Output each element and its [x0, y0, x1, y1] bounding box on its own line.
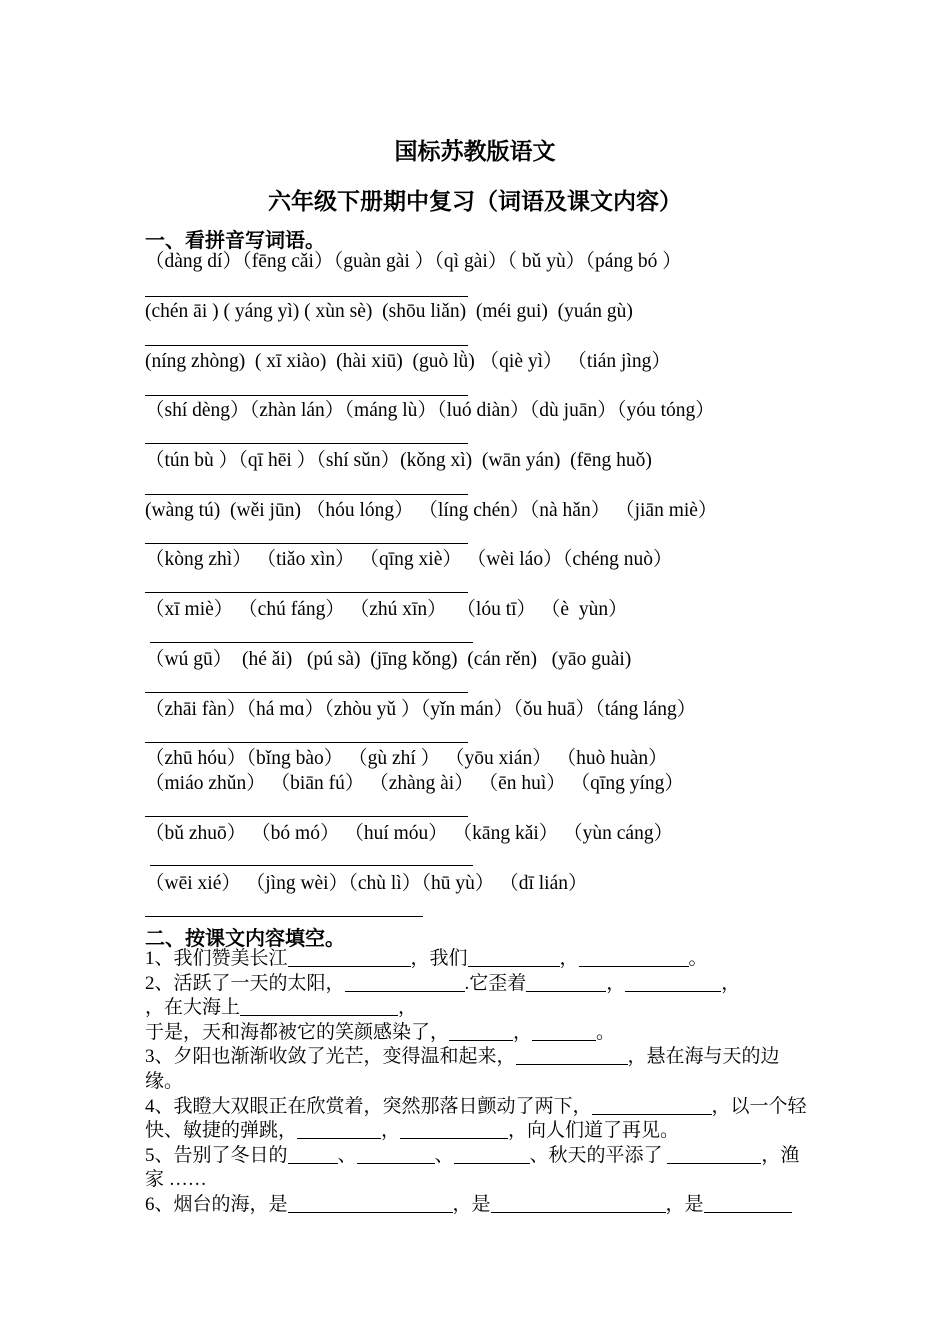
fill-blank[interactable]	[704, 1194, 792, 1213]
answer-line[interactable]	[150, 642, 473, 643]
answer-line[interactable]	[145, 494, 468, 495]
fill-blank[interactable]	[625, 973, 721, 992]
answer-line[interactable]	[150, 865, 473, 866]
fill-blank[interactable]	[240, 997, 398, 1016]
question-2-cont: ，在大海上 ，	[145, 997, 418, 1019]
pinyin-line: （miáo zhǔn） （biān fú） （zhàng ài） （ēn huì） （qīng yíng）	[145, 773, 684, 794]
fill-blank[interactable]	[667, 1145, 761, 1164]
fill-blank[interactable]	[400, 1120, 508, 1139]
fill-blank[interactable]	[592, 1096, 712, 1115]
pinyin-line: (wàng tú) (wěi jūn) （hóu lóng） （líng chén）（nà hǎn） （jiān miè）	[145, 500, 718, 521]
answer-line[interactable]	[145, 742, 468, 743]
document-subtitle: 六年级下册期中复习（词语及课文内容）	[268, 189, 682, 214]
pinyin-line: （tún bù ）（qī hēi ）（shí sǔn）(kǒng xì) (wān yán) (fēng huǒ)	[145, 450, 652, 471]
question-3: 3、夕阳也渐渐收敛了光芒，变得温和起来， ，悬在海与天的边缘。	[145, 1046, 780, 1092]
answer-line[interactable]	[145, 543, 468, 544]
fill-in-exercise	[145, 947, 817, 1218]
pinyin-line: （kòng zhì） （tiǎo xìn） （qīng xiè） （wèi láo）（chéng nuò）	[145, 549, 673, 570]
fill-blank[interactable]	[579, 948, 689, 967]
fill-blank[interactable]	[516, 1046, 628, 1065]
section-heading-fill-in: 二、按课文内容填空。	[145, 928, 345, 950]
answer-line[interactable]	[145, 395, 468, 396]
answer-line[interactable]	[145, 916, 423, 917]
question-2-end: 于是，天和海都被它的笑颜感染了， ， 。	[145, 1021, 616, 1043]
question-1: 1、我们赞美长江 ，我们 ， 。	[145, 948, 708, 969]
pinyin-line: （zhāi fàn）（há mɑ）（zhòu yǔ ）（yǐn mán）（ǒu huā）（táng láng）	[145, 699, 697, 720]
section-heading-pinyin: 一、看拼音写词语。	[145, 230, 325, 252]
answer-line[interactable]	[145, 816, 468, 817]
pinyin-line: （dàng dí）（fēng cǎi）（guàn gài ）（qì gài）（ bǔ yù）（páng bó ）	[145, 251, 682, 272]
fill-blank[interactable]	[468, 948, 560, 967]
fill-blank[interactable]	[532, 1022, 596, 1041]
pinyin-line: （wēi xié） （jìng wèi）（chù lì）（hū yù） （dī lián）	[145, 873, 588, 894]
fill-blank[interactable]	[526, 973, 606, 992]
pinyin-line: (chén āi ) ( yáng yì) ( xùn sè) (shōu liǎn) (méi gui) (yuán gù)	[145, 301, 633, 322]
answer-line[interactable]	[145, 296, 468, 297]
fill-blank[interactable]	[288, 948, 411, 967]
fill-blank[interactable]	[288, 1194, 453, 1213]
fill-blank[interactable]	[491, 1194, 666, 1213]
fill-blank[interactable]	[345, 973, 465, 992]
question-5: 5、告别了冬日的 、 、 、秋天的平添了 ，渔家 ……	[145, 1144, 800, 1191]
pinyin-line: （zhū hóu）（bǐng bào） （gù zhí ） （yōu xián） （huò huàn）	[145, 748, 668, 769]
fill-blank[interactable]	[449, 1022, 513, 1041]
pinyin-line: （shí dèng）（zhàn lán）（máng lù）（luó diàn）（dù juān）（yóu tóng）	[145, 400, 715, 421]
answer-line[interactable]	[145, 692, 468, 693]
pinyin-line: (níng zhòng) ( xī xiào) (hài xiū) (guò lǜ) （qiè yì） （tián jìng）	[145, 351, 671, 372]
answer-line[interactable]	[145, 345, 468, 346]
fill-blank[interactable]	[357, 1145, 435, 1164]
document-title: 国标苏教版语文	[394, 139, 556, 164]
pinyin-line: （wú gū） (hé ǎi) (pú sà) (jīng kǒng) (cán rěn) (yāo guài)	[145, 649, 632, 670]
fill-blank[interactable]	[297, 1120, 381, 1139]
question-4: 4、我瞪大双眼正在欣赏着，突然那落日颤动了两下， ，以一个轻快、敏捷的弹跳， ， ，向人们道了再见。	[145, 1095, 807, 1142]
question-2: 2、活跃了一天的太阳， .它歪着 ， ，	[145, 972, 741, 994]
fill-blank[interactable]	[454, 1145, 530, 1164]
pinyin-line: （bǔ zhuō） （bó mó） （huí móu） （kāng kǎi） （yùn cáng）	[145, 823, 674, 844]
answer-line[interactable]	[145, 443, 468, 444]
question-6: 6、烟台的海，是 ，是 ，是	[145, 1193, 817, 1218]
answer-line[interactable]	[145, 592, 468, 593]
fill-blank[interactable]	[288, 1145, 338, 1164]
pinyin-line: （xī miè） （chú fáng） （zhú xīn） （lóu tī） （è yùn）	[145, 599, 628, 620]
